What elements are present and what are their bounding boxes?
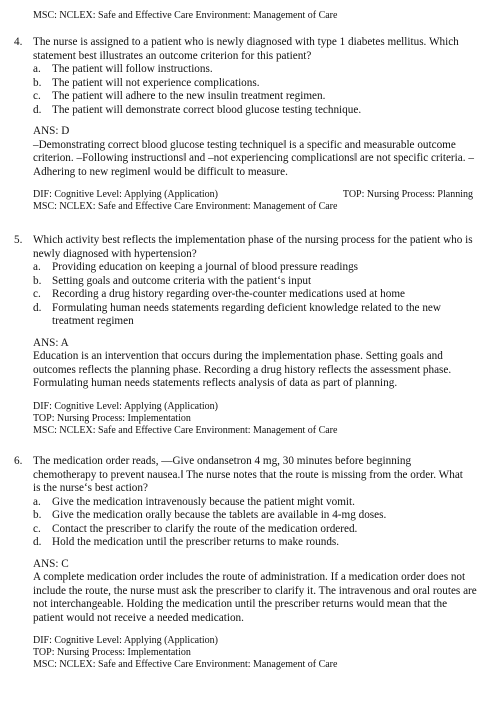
top-line: TOP: Nursing Process: Implementation (33, 647, 191, 658)
question-stem: The medication order reads, —Give ondansetron 4 mg, 30 minutes before beginning chemotherapy to prevent nausea.‖ The nurse notes that the route is missing from the order. What is the nurse‘s best action? (33, 455, 463, 494)
option-d: d. Formulating human needs statements regarding deficient knowledge related to the new treatment regimen (33, 301, 441, 327)
option-a: a. The patient will follow instructions. (33, 63, 213, 75)
option-c: c. The patient will adhere to the new insulin treatment regimen. (33, 90, 326, 102)
dif-line: DIF: Cognitive Level: Applying (Application) (33, 400, 218, 412)
option-b: b. Give the medication orally because the tablets are available in 4-mg doses. (33, 509, 387, 521)
rationale: A complete medication order includes the route of administration. If a medication order does not include the route, the nurse must ask the prescriber to clarify it. The intravenous and oral routes are not interchangeable. Holding the medication until the prescriber returns would mean that the patient would not receive a needed medication. (33, 571, 477, 624)
question-4 (0, 36, 482, 213)
msc-line: MSC: NCLEX: Safe and Effective Care Environment: Management of Care (33, 201, 338, 212)
rationale: Education is an intervention that occurs during the implementation phase. Setting goals and outcomes reflects the planning phase. Recording a drug history reflects the assessment phase. Formulating human needs statements reflects analysis of data as part of planning. (33, 350, 452, 389)
top-line: TOP: Nursing Process: Implementation (33, 412, 191, 424)
option-d: d. The patient will demonstrate correct blood glucose testing technique. (33, 103, 362, 116)
rationale: –Demonstrating correct blood glucose testing technique‖ is a specific and measurable outcome criterion. –Following instructions‖ and –not experiencing complications‖ are not specific criteria. –Adhering to new regimen‖ would be difficult to measure. (33, 138, 474, 178)
option-a: a. Give the medication intravenously because the patient might vomit. (33, 495, 355, 508)
question-number: 4. (14, 36, 23, 48)
option-a: a. Providing education on keeping a journal of blood pressure readings (33, 261, 359, 273)
msc-line: MSC: NCLEX: Safe and Effective Care Environment: Management of Care (33, 659, 338, 670)
question-number: 6. (14, 455, 23, 467)
dif-line: DIF: Cognitive Level: Applying (Application) (33, 189, 218, 200)
option-d: d. Hold the medication until the prescriber returns to make rounds. (33, 536, 340, 548)
top-line: TOP: Nursing Process: Planning (342, 189, 473, 200)
dif-top-row (33, 189, 482, 201)
option-b: b. Setting goals and outcome criteria with the patient‘s input (33, 274, 312, 287)
question-stem: The nurse is assigned to a patient who is newly diagnosed with type 1 diabetes mellitus. Which statement best illustrates an outcome criterion for this patient? (33, 36, 459, 62)
option-c: c. Contact the prescriber to clarify the route of the medication ordered. (33, 522, 358, 535)
option-c: c. Recording a drug history regarding over-the-counter medications used at home (33, 288, 406, 300)
msc-line: MSC: NCLEX: Safe and Effective Care Environment: Management of Care (33, 10, 338, 21)
question-5 (0, 234, 482, 437)
answer-key: ANS: A (33, 336, 69, 349)
question-6 (0, 455, 482, 671)
option-b: b. The patient will not experience complications. (33, 76, 260, 89)
question-number: 5. (14, 234, 23, 246)
question-stem: Which activity best reflects the implementation phase of the nursing process for the patient who is newly diagnosed with hypertension? (33, 234, 473, 260)
msc-line: MSC: NCLEX: Safe and Effective Care Environment: Management of Care (33, 424, 338, 436)
answer-key: ANS: C (33, 557, 69, 570)
dif-line: DIF: Cognitive Level: Applying (Application) (33, 635, 218, 646)
answer-key: ANS: D (33, 125, 70, 137)
